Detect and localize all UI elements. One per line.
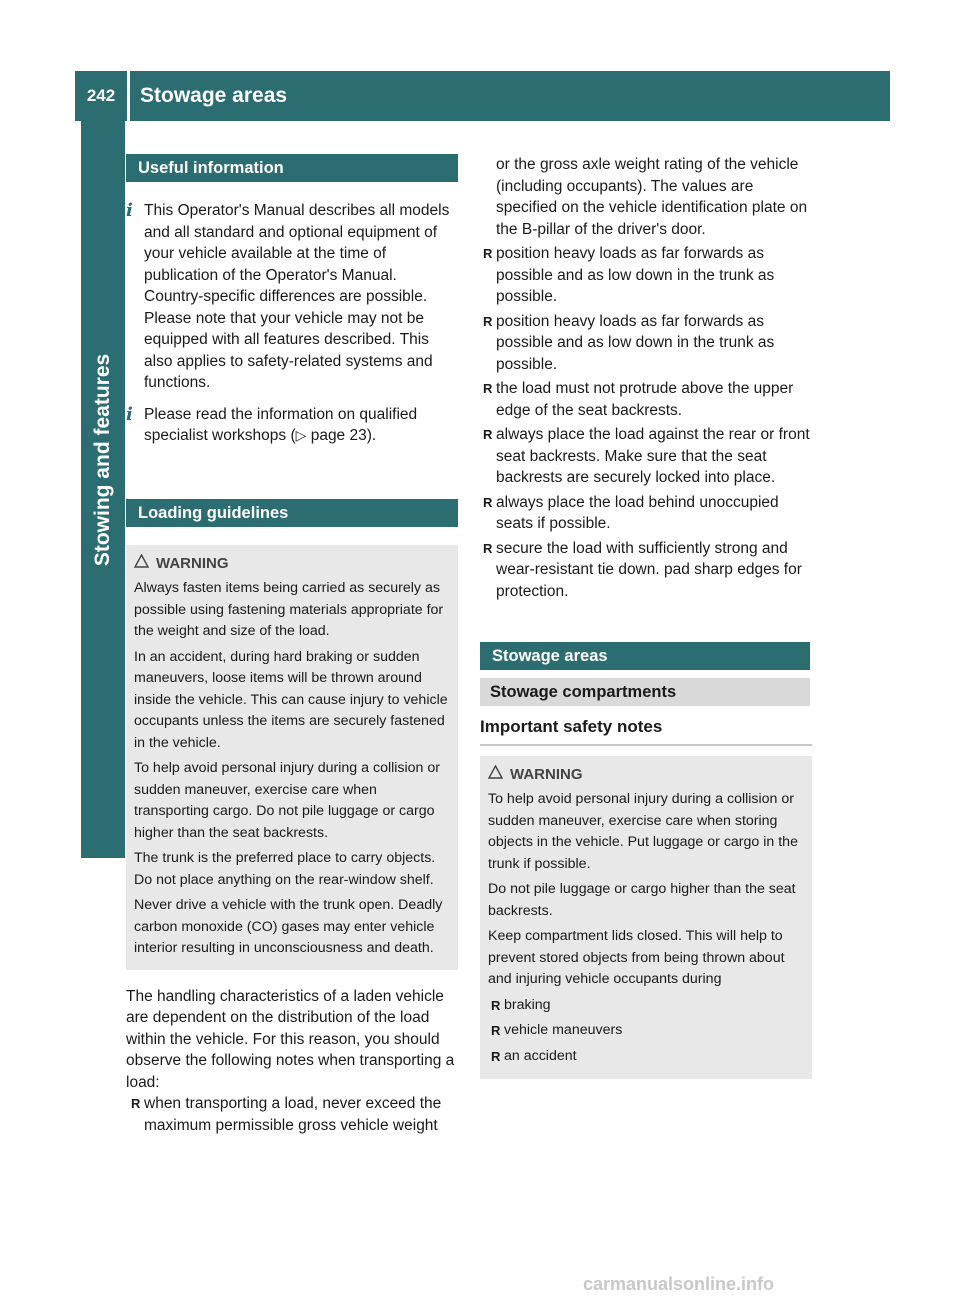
page-ref-link[interactable]: page 23). [306,427,377,444]
list-item [480,492,812,535]
info-icon: i [126,403,133,425]
warning-label: WARNING [510,765,583,783]
list-item-continued: or the gross axle weight rating of the vehicle (including occupants). The values are specified on the vehicle identification plate on the B-pillar of the driver's door. [496,156,808,238]
warning-paragraph: To help avoid personal injury during a collision or sudden maneuver, exercise care when transporting cargo. Do not pile luggage or cargo higher than the seat backrests. [134,760,440,841]
warning-paragraph: The trunk is the preferred place to carry objects. Do not place anything on the rear-window shelf. [134,850,436,888]
page-title: Stowage areas [140,84,288,107]
side-tab-marker [81,808,125,858]
info-note-2 [126,404,458,447]
list-item [480,243,812,308]
list-item-text: braking [504,996,551,1013]
list-item [480,311,812,376]
warning-paragraph: Always fasten items being carried as securely as possible using fastening materials appropriate for the weight and size of the load. [134,580,444,639]
info-note-1 [126,200,458,394]
list-item [128,1093,458,1136]
bullet-icon: R [483,494,493,510]
bullet-icon: R [131,1096,141,1111]
safety-notes-heading: Important safety notes [480,716,812,746]
page-ref-arrow-icon: ▷ [295,427,307,443]
warning-paragraph: Never drive a vehicle with the trunk open. Deadly carbon monoxide (CO) gases may enter vehicle interior resulting in unconsciousness and death. [134,897,443,956]
bullet-icon: R [491,997,501,1013]
useful-info-heading: Useful information [126,154,458,182]
bullet-icon: R [483,246,493,261]
list-item-text: secure the load with sufficiently strong and wear-resistant tie down. pad sharp edges for protection. [496,539,802,600]
warning-title [134,553,450,575]
info-text-1: This Operator's Manual describes all models and all standard and optional equipment of your vehicle available at the time of publication of the Operator's Manual. Country-specific differences are possible. Please note that your vehicle may not be equipped with all features described. This also applies to safety-related systems and functions. [144,202,450,391]
list-item [488,995,804,1017]
list-item-text: position heavy loads as far forwards as possible and as low down in the trunk as possible. [496,245,775,305]
list-item-text: always place the load against the rear or front seat backrests. Make sure that the seat backrests are securely locked into place. [496,426,810,486]
info-text-2 [144,404,458,447]
side-tab-gap [81,808,125,1245]
list-item [488,1046,804,1068]
list-item [480,424,812,489]
list-item-text: vehicle maneuvers [504,1022,623,1038]
warning-paragraph: Do not pile luggage or cargo higher than the seat backrests. [488,881,796,919]
bullet-icon: R [491,1023,501,1038]
list-item [480,378,812,421]
watermark: carmanualsonline.info [583,1274,775,1294]
list-item [480,538,812,603]
side-tab-label: Stowing and features [91,353,114,567]
bullet-icon: R [491,1048,501,1064]
list-item [488,1020,804,1042]
list-item-text: an accident [504,1047,577,1064]
bullet-icon: R [483,540,493,556]
warning-label: WARNING [156,554,229,572]
list-item-text: position heavy loads as far forwards as possible and as low down in the trunk as possible. [496,312,775,373]
warning-triangle-icon [134,553,150,575]
warning-paragraph: To help avoid personal injury during a collision or sudden maneuver, exercise care when storing objects in the vehicle. Put luggage or cargo in the trunk if possible. [488,791,798,872]
loading-guidelines-heading: Loading guidelines [126,499,458,527]
bullet-icon: R [483,313,493,329]
info-text-2-pre: Please read the information on qualified specialist workshops ( [144,405,418,444]
warning-title [488,764,804,786]
stowage-compartments-heading: Stowage compartments [480,678,810,706]
warning-paragraph: In an accident, during hard braking or sudden maneuvers, loose items will be thrown around inside the vehicle. This can cause injury to vehicle occupants unless the items are securely fastened in the vehicle. [134,648,448,751]
header-separator [127,71,130,121]
list-item-text: when transporting a load, never exceed the maximum permissible gross vehicle weight [144,1095,442,1134]
handling-text: The handling characteristics of a laden vehicle are dependent on the distribution of the load within the vehicle. For this reason, you should observe the following notes when transporting a load: [126,987,455,1091]
list-item-text: the load must not protrude above the upper edge of the seat backrests. [496,380,794,419]
warning-box-loading [126,545,458,970]
info-icon: i [126,200,133,221]
left-column [126,154,458,1136]
right-column [480,154,812,1079]
warning-triangle-icon [488,764,504,786]
bullet-icon: R [483,427,493,442]
warning-box-stowage [480,756,812,1080]
list-item-text: always place the load behind unoccupied seats if possible. [496,493,779,532]
bullet-icon: R [483,381,493,396]
page-number: 242 [86,86,116,105]
stowage-areas-heading: Stowage areas [480,642,810,670]
warning-paragraph: Keep compartment lids closed. This will help to prevent stored objects from being thrown about and injuring vehicle occupants during [488,928,785,987]
